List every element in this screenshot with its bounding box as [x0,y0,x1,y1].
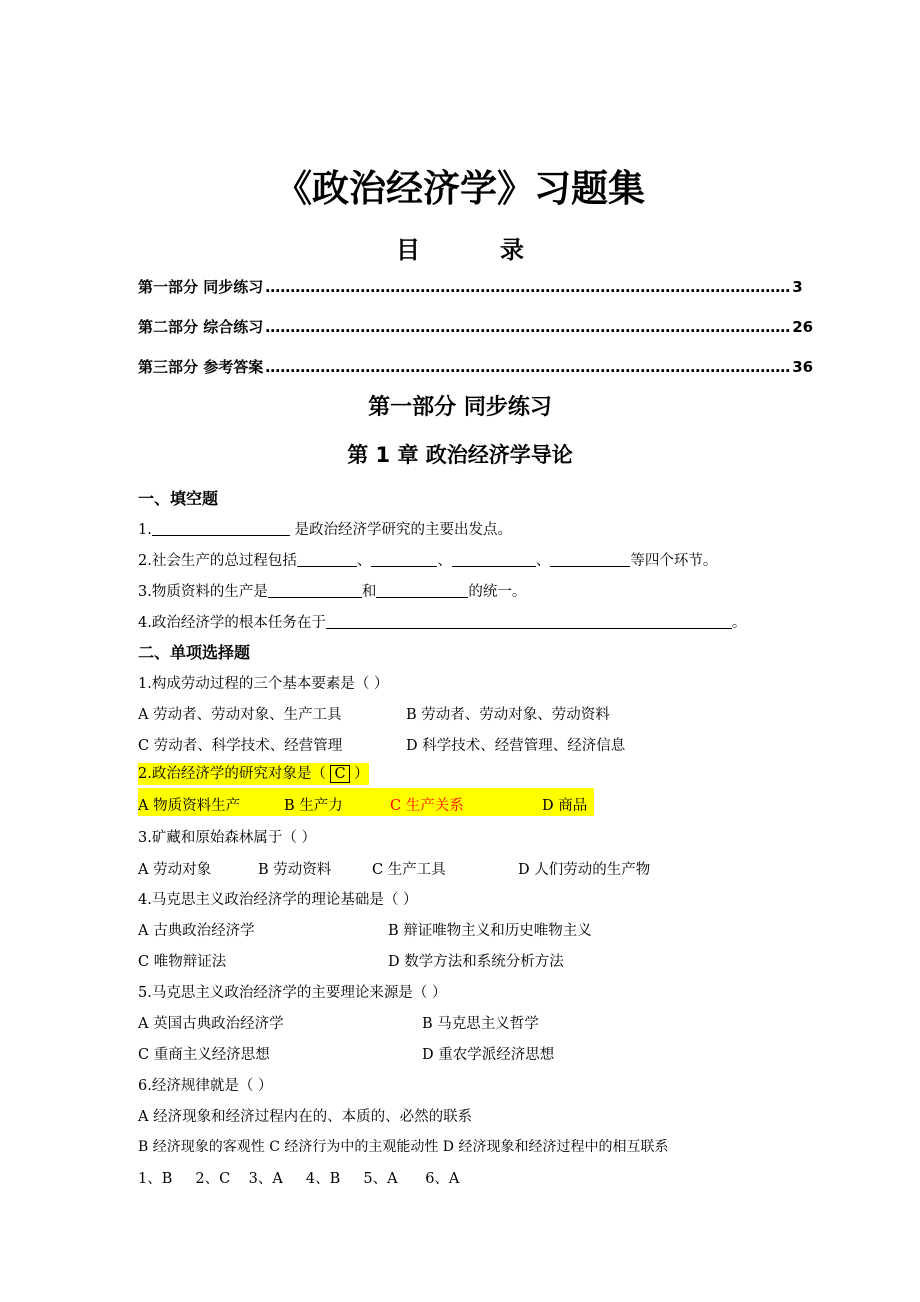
answer-blank [297,552,357,567]
answer-blank [452,552,536,567]
q-text: 等四个环节。 [630,553,718,569]
q-text: 是政治经济学研究的主要出发点。 [289,522,512,538]
option-c: C 劳动者、科学技术、经营管理 [138,738,343,754]
toc-entry [138,276,803,297]
toc-entry-label: 第三部分 参考答案 [138,358,264,376]
q-sep: 、 [356,553,372,569]
option-a: A 英国古典政治经济学 [138,1016,284,1032]
q-text: 。 [731,615,747,631]
q-text: 4.政治经济学的根本任务在于 [138,615,326,631]
answer-blank [152,521,290,536]
q-text: ） [349,766,369,782]
option-d: D 重农学派经济思想 [422,1047,555,1063]
toc-leader: …………………………………………………………………………………………… [265,278,791,296]
option-b: B 劳动者、劳动对象、劳动资料 [406,707,610,723]
part-heading: 第一部分 同步练习 [368,395,552,420]
option-c: C 生产工具 [372,862,446,878]
option-a: A 物质资料生产 [138,798,241,814]
section-heading-fill: 一、填空题 [138,489,219,508]
option-d: D 商品 [542,798,588,814]
chapter-heading: 第 1 章 政治经济学导论 [347,443,573,467]
option-d: D 数学方法和系统分析方法 [388,954,564,970]
option-a: A 劳动者、劳动对象、生产工具 [138,707,342,723]
answer-blank [371,552,437,567]
option-a: A 古典政治经济学 [138,923,255,939]
toc-heading-left: 目 [396,236,420,264]
answer-blank [326,614,732,629]
fill-question-4 [138,611,746,632]
option-b: B 劳动资料 [258,862,332,878]
option-d: D 科学技术、经营管理、经济信息 [406,738,626,754]
option-d: D 人们劳动的生产物 [518,862,651,878]
q-text: 的统一。 [468,584,527,600]
fill-question-2 [138,549,717,570]
toc-heading [0,230,920,265]
q-text: 2.社会生产的总过程包括 [138,553,297,569]
option-b: B 马克思主义哲学 [422,1016,539,1032]
toc-heading-right: 录 [500,236,524,264]
answer-blank [550,552,630,567]
answer-mark: C [330,765,349,783]
option-c-correct: C 生产关系 [390,798,464,814]
answer-blank [376,583,468,598]
toc-entry-label: 第一部分 同步练习 [138,278,264,296]
toc-leader: …………………………………………………………………………………………… [265,358,791,376]
option-c: C 重商主义经济思想 [138,1047,270,1063]
choice-question-3: 3.矿藏和原始森林属于（ ） [138,830,316,846]
highlighted-stem [138,763,369,785]
q-text: 3.物质资料的生产是 [138,584,268,600]
fill-question-3 [138,580,526,601]
toc-entry-page: 3 [792,278,803,296]
option-a: A 劳动对象 [138,862,212,878]
toc-leader: …………………………………………………………………………………………… [265,318,791,336]
fill-question-1 [138,518,512,539]
q-text: 和 [361,584,377,600]
toc-entry-label: 第二部分 综合练习 [138,318,264,336]
q-sep: 、 [535,553,551,569]
document-title: 《政治经济学》习题集 [275,167,645,210]
toc-entry-page: 26 [792,318,814,336]
choice-question-6: 6.经济规律就是（ ） [138,1078,273,1094]
option-line: A 经济现象和经济过程内在的、本质的、必然的联系 [138,1109,473,1125]
choice-question-5: 5.马克思主义政治经济学的主要理论来源是（ ） [138,985,447,1001]
choice-question-2 [138,762,369,783]
option-line: B 经济现象的客观性 C 经济行为中的主观能动性 D 经济现象和经济过程中的相互联系 [138,1139,669,1155]
answer-key: 1、B 2、C 3、A 4、B 5、A 6、A [138,1171,460,1187]
section-heading-choice: 二、单项选择题 [138,643,251,662]
q-text: 1. [138,522,152,538]
answer-blank [268,583,362,598]
toc-entry [138,316,814,337]
choice-question-1: 1.构成劳动过程的三个基本要素是（ ） [138,676,389,692]
choice-question-4: 4.马克思主义政治经济学的理论基础是（ ） [138,892,418,908]
toc-entry [138,356,814,377]
option-c: C 唯物辩证法 [138,954,227,970]
q-sep: 、 [437,553,452,569]
toc-entry-page: 36 [792,358,814,376]
highlighted-option-row [138,788,594,816]
option-b: B 辩证唯物主义和历史唯物主义 [388,923,592,939]
q-text: 2.政治经济学的研究对象是（ [138,766,331,782]
option-b: B 生产力 [284,798,343,814]
